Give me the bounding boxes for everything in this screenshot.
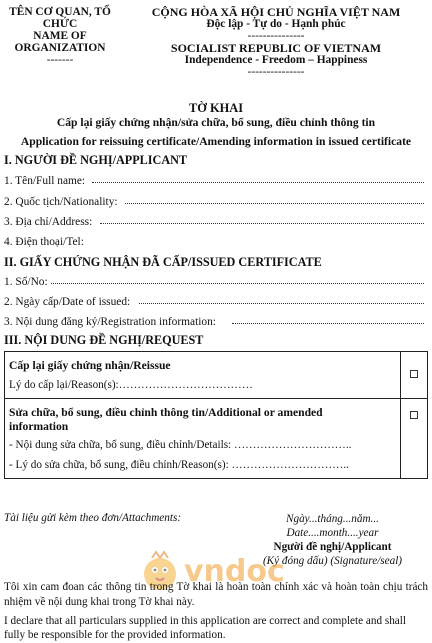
org-en-line2: ORGANIZATION <box>14 42 106 54</box>
field-nationality[interactable] <box>4 196 428 208</box>
section-certificate-heading: II. GIẤY CHỨNG NHẬN ĐÃ CẤP/ISSUED CERTIFICATE <box>4 255 322 269</box>
org-dash: ------- <box>46 54 74 66</box>
form-subtitle-en: Application for reissuing certificate/Amending information in issued certificate <box>20 135 412 148</box>
amend-divider <box>400 399 401 478</box>
field-date-issued-label: 2. Ngày cấp/Date of issued: <box>4 296 131 308</box>
org-name-block <box>2 6 118 66</box>
form-subtitle-vi: Cấp lại giấy chứng nhận/sửa chữa, bổ sung, điều chỉnh thông tin <box>56 116 376 129</box>
reissue-title: Cấp lại giấy chứng nhận/Reissue <box>9 359 171 372</box>
dash-2: --------------- <box>247 66 305 78</box>
reissue-divider <box>400 352 401 398</box>
field-full-name[interactable] <box>4 175 428 187</box>
field-address[interactable] <box>4 216 428 228</box>
field-date-issued-line[interactable] <box>139 303 424 304</box>
field-registration-info[interactable] <box>4 316 428 328</box>
field-registration-info-line[interactable] <box>232 323 424 324</box>
country-en: SOCIALIST REPUBLIC OF VIETNAM <box>170 41 382 55</box>
field-nationality-line[interactable] <box>125 203 424 204</box>
org-vi-line2: CHỨC <box>42 18 78 30</box>
field-full-name-line[interactable] <box>92 182 424 183</box>
field-address-label: 3. Địa chỉ/Address: <box>4 216 93 228</box>
amend-title-line1: Sửa chữa, bổ sung, điều chỉnh thông tin/Additional or amended <box>9 406 323 419</box>
amend-details: - Nội dung sửa chữa, bổ sung, điều chỉnh/Details: ………………………….. <box>9 439 352 451</box>
field-full-name-label: 1. Tên/Full name: <box>4 175 86 187</box>
amend-box <box>4 399 428 479</box>
dash-1: --------------- <box>247 30 305 42</box>
country-block <box>120 6 432 78</box>
field-cert-no-label: 1. Số/No: <box>4 276 48 288</box>
country-vi: CỘNG HÒA XÃ HỘI CHỦ NGHĨA VIỆT NAM <box>151 5 401 19</box>
field-cert-no-line[interactable] <box>51 283 424 284</box>
org-vi-line1: TÊN CƠ QUAN, TỔ <box>9 6 111 18</box>
declaration-en: I declare that all particulars supplied in this application are correct and complete and shall fully be responsible for the provided information. <box>4 615 406 641</box>
field-date-issued[interactable] <box>4 296 428 308</box>
attachments-label: Tài liệu gửi kèm theo đơn/Attachments: <box>4 512 182 524</box>
field-registration-info-label: 3. Nội dung đăng ký/Registration information: <box>4 316 216 328</box>
reissue-checkbox[interactable] <box>410 370 418 378</box>
date-vi: Ngày...tháng...năm... <box>286 513 379 525</box>
watermark-text: vndoc <box>184 554 285 589</box>
sign-note: (Ký đóng dấu) (Signature/seal) <box>262 555 403 567</box>
motto-en: Independence - Freedom – Happiness <box>184 54 368 66</box>
field-cert-no[interactable] <box>4 276 428 288</box>
field-nationality-label: 2. Quốc tịch/Nationality: <box>4 196 118 208</box>
section-applicant-heading: I. NGƯỜI ĐỀ NGHỊ/APPLICANT <box>4 153 188 167</box>
amend-title-line2: information <box>9 420 69 433</box>
form-title: TỜ KHAI <box>188 101 244 115</box>
motto-vi: Độc lập - Tự do - Hạnh phúc <box>206 18 346 30</box>
org-en-line1: NAME OF <box>33 30 87 42</box>
amend-reason: - Lý do sửa chữa, bổ sung, điều chỉnh/Reason(s): ………………………….. <box>9 459 349 471</box>
date-en: Date....month....year <box>286 527 379 539</box>
reissue-box <box>4 351 428 399</box>
section-request-heading: III. NỘI DUNG ĐỀ NGHỊ/REQUEST <box>4 333 204 347</box>
declaration-vi: Tôi xin cam đoan các thông tin trong Tờ khai là hoàn toàn chính xác và hoàn toàn chịu trách nhiệm về nội dung khai trong Tờ khai này. <box>4 581 428 608</box>
applicant-label: Người đề nghị/Applicant <box>273 541 392 553</box>
amend-checkbox[interactable] <box>410 411 418 419</box>
field-address-line[interactable] <box>100 223 424 224</box>
field-tel[interactable] <box>4 236 428 248</box>
reissue-reason: Lý do cấp lại/Reason(s):……………………………… <box>9 379 253 391</box>
field-tel-label: 4. Điện thoại/Tel: <box>4 236 84 248</box>
